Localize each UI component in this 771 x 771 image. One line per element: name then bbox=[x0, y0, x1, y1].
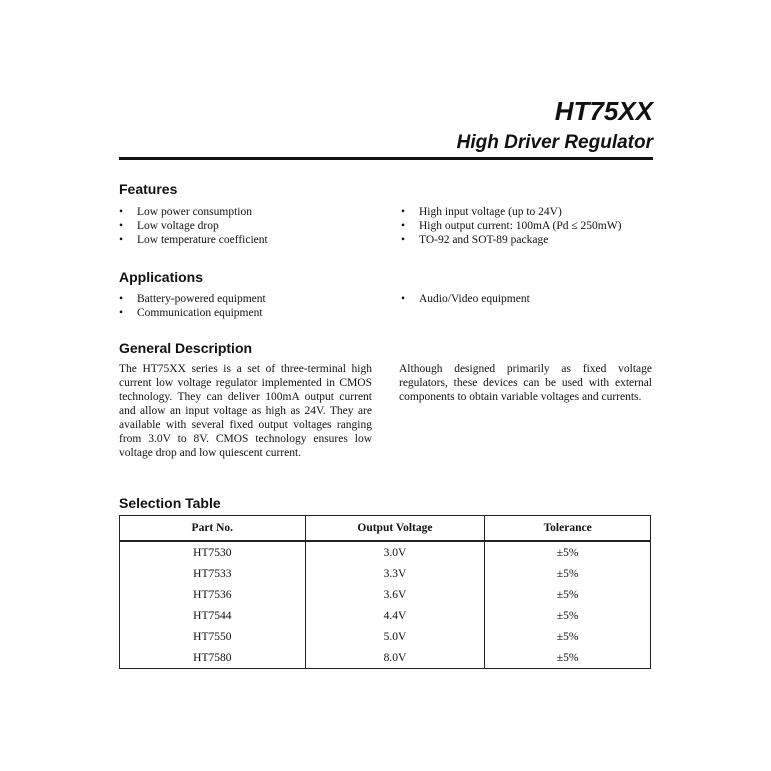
table-header-row bbox=[120, 516, 651, 542]
page-title: HT75XX bbox=[554, 96, 653, 126]
applications-list-left bbox=[119, 292, 266, 320]
features-heading: Features bbox=[119, 181, 178, 197]
column-header-output-voltage: Output Voltage bbox=[305, 516, 485, 542]
features-item: • High output current: 100mA (Pd ≤ 250mW) bbox=[401, 219, 621, 233]
tolerance-cell: ±5% bbox=[485, 647, 651, 669]
tolerance-cell: ±5% bbox=[485, 541, 651, 563]
column-header-tolerance: Tolerance bbox=[485, 516, 651, 542]
column-header-part-no: Part No. bbox=[120, 516, 306, 542]
features-item: • Low temperature coefficient bbox=[119, 233, 268, 247]
tolerance-cell: ±5% bbox=[485, 626, 651, 647]
applications-heading: Applications bbox=[119, 269, 204, 285]
output-voltage-cell: 3.0V bbox=[305, 541, 485, 563]
applications-item: • Communication equipment bbox=[119, 306, 266, 320]
features-list-left bbox=[119, 205, 268, 247]
table-row bbox=[120, 626, 651, 647]
selection-table bbox=[119, 515, 651, 669]
tolerance-cell: ±5% bbox=[485, 563, 651, 584]
part-no-cell: HT7580 bbox=[120, 647, 306, 669]
features-item: • Low power consumption bbox=[119, 205, 268, 219]
table-row bbox=[120, 541, 651, 563]
output-voltage-cell: 3.3V bbox=[305, 563, 485, 584]
output-voltage-cell: 4.4V bbox=[305, 605, 485, 626]
features-item: • Low voltage drop bbox=[119, 219, 268, 233]
selection-table-heading: Selection Table bbox=[119, 495, 221, 511]
part-no-cell: HT7544 bbox=[120, 605, 306, 626]
table-row bbox=[120, 584, 651, 605]
features-item: • TO-92 and SOT-89 package bbox=[401, 233, 621, 247]
applications-item: • Audio/Video equipment bbox=[401, 292, 530, 306]
part-no-cell: HT7536 bbox=[120, 584, 306, 605]
page-subtitle: High Driver Regulator bbox=[456, 132, 653, 153]
features-item: • High input voltage (up to 24V) bbox=[401, 205, 621, 219]
general-description-heading: General Description bbox=[119, 340, 253, 356]
output-voltage-cell: 8.0V bbox=[305, 647, 485, 669]
part-no-cell: HT7550 bbox=[120, 626, 306, 647]
part-no-cell: HT7533 bbox=[120, 563, 306, 584]
tolerance-cell: ±5% bbox=[485, 584, 651, 605]
table-row bbox=[120, 563, 651, 584]
tolerance-cell: ±5% bbox=[485, 605, 651, 626]
applications-list-right bbox=[401, 292, 530, 306]
general-description-left: The HT75XX series is a set of three-terminal high current low voltage regulator implemented in CMOS technology. They can deliver 100mA output current and allow an input voltage as high as 24V. They are available with several fixed output voltages ranging from 3.0V to 8V. CMOS technology ensures low voltage drop and low quiescent current. bbox=[119, 363, 372, 459]
general-description-right: Although designed primarily as fixed voltage regulators, these devices can be used with external components to obtain variable voltages and currents. bbox=[399, 363, 652, 403]
output-voltage-cell: 3.6V bbox=[305, 584, 485, 605]
output-voltage-cell: 5.0V bbox=[305, 626, 485, 647]
applications-item: • Battery-powered equipment bbox=[119, 292, 266, 306]
part-no-cell: HT7530 bbox=[120, 541, 306, 563]
features-list-right bbox=[401, 205, 621, 247]
title-divider bbox=[119, 157, 653, 160]
table-row bbox=[120, 605, 651, 626]
table-row bbox=[120, 647, 651, 669]
